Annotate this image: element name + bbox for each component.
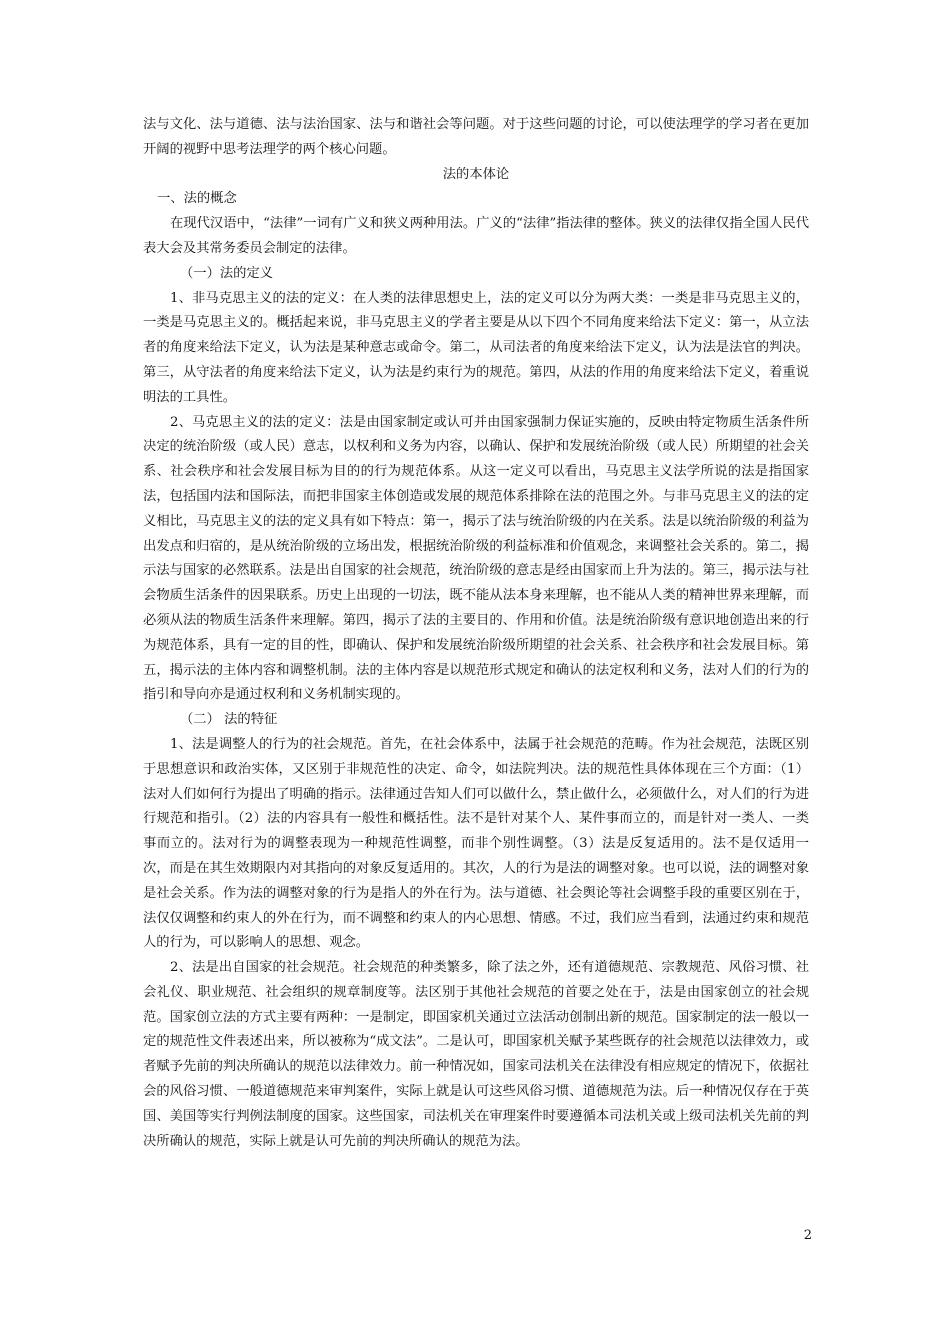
heading-features-of-law: （二） 法的特征: [180, 712, 278, 728]
paragraph-feature-social-norm: 1、法是调整人的行为的社会规范。首先，在社会体系中，法属于社会规范的范畴。作为社会规范，法既区别于思想意识和政治实体，又区别于非规范性的决定、命令，如法院判决。法的规范性具体体现在三个方面：（1）法对人们如何行为提出了明确的指示。法律通过告知人们可以做什么，禁止做什么，必须做什么，对人们的行为进行规范和指引。（2）法的内容具有一般性和概括性。法不是针对某个人、某件事而立的，而是针对一类人、一类事而立的。法对行为的调整表现为一种规范性调整，而非个别性调整。（3）法是反复适用的。法不是仅适用一次，而是在其生效期限内对其指向的对象反复适用的。其次，人的行为是法的调整对象。也可以说，法的调整对象是社会关系。作为法的调整对象的行为是指人的外在行为。法与道德、社会舆论等社会调整手段的重要区别在于，法仅仅调整和约束人的外在行为，而不调整和约束人的内心思想、情感。不过，我们应当看到，法通过约束和规范人的行为，可以影响人的思想、观念。: [143, 736, 809, 951]
paragraph-feature-state-norm: 2、法是出自国家的社会规范。社会规范的种类繁多，除了法之外，还有道德规范、宗教规范、风俗习惯、社会礼仪、职业规范、社会组织的规章制度等。法区别于其他社会规范的首要之处在于，法是由国家创立的社会规范。国家创立法的方式主要有两种：一是制定，即国家机关通过立法活动创制出新的规范。国家制定的法一般以一定的规范性文件表述出来，所以被称为“成文法”。二是认可，即国家机关赋予某些既存的社会规范以法律效力，或者赋予先前的判决所确认的规范以法律效力。前一种情况如，国家司法机关在法律没有相应规定的情况下，依据社会的风俗习惯、一般道德规范来审判案件，实际上就是认可这些风俗习惯、道德规范为法。后一种情况仅存在于英国、美国等实行判例法制度的国家。这些国家，司法机关在审理案件时要遵循本司法机关或上级司法机关先前的判决所确认的规范，实际上就是认可先前的判决所确认的规范为法。: [143, 960, 809, 1149]
document-body: [143, 113, 809, 1154]
paragraph-marxist-definition: 2、马克思主义的法的定义：法是由国家制定或认可并由国家强制力保证实施的，反映由特定物质生活条件所决定的统治阶级（或人民）意志，以权利和义务为内容，以确认、保护和发展统治阶级（或人民）所期望的社会关系、社会秩序和社会发展目标为目的的行为规范体系。从这一定义可以看出，马克思主义法学所说的法是指国家法，包括国内法和国际法，而把非国家主体创造或发展的规范体系排除在法的范围之外。与非马克思主义的法的定义相比，马克思主义的法的定义具有如下特点：第一，揭示了法与统治阶级的内在关系。法是以统治阶级的利益为出发点和归宿的，是从统治阶级的立场出发，根据统治阶级的利益标准和价值观念，来调整社会关系的。第二，揭示法与国家的必然联系。法是出自国家的社会规范，统治阶级的意志是经由国家而上升为法的。第三，揭示法与社会物质生活条件的因果联系。历史上出现的一切法，既不能从法本身来理解，也不能从人类的精神世界来理解，而必须从法的物质生活条件来理解。第四，揭示了法的主要目的、作用和价值。法是统治阶级有意识地创造出来的行为规范体系，具有一定的目的性，即确认、保护和发展统治阶级所期望的社会关系、社会秩序和社会发展目标。第五，揭示法的主体内容和调整机制。法的主体内容是以规范形式规定和确认的法定权利和义务，法对人们的行为的指引和导向亦是通过权利和义务机制实现的。: [143, 414, 809, 703]
paragraph-non-marxist-definition: 1、非马克思主义的法的定义：在人类的法律思想史上，法的定义可以分为两大类：一类是非马克思主义的，一类是马克思主义的。概括起来说，非马克思主义的学者主要是从以下四个不同角度来给法下定义：第一，从立法者的角度来给法下定义，认为法是某种意志或命令。第二，从司法者的角度来给法下定义，认为法是法官的判决。第三，从守法者的角度来给法下定义，认为法是约束行为的规范。第四，从法的作用的角度来给法下定义，着重说明法的工具性。: [143, 290, 809, 405]
section-title: 法的本体论: [442, 166, 510, 182]
page-number: 2: [803, 1228, 812, 1243]
heading-concept-of-law: 一、法的概念: [157, 191, 237, 207]
paragraph-law-usage: 在现代汉语中，“法律”一词有广义和狭义两种用法。广义的“法律”指法律的整体。狭义的法律仅指全国人民代表大会及其常务委员会制定的法律。: [143, 216, 809, 256]
heading-definition-of-law: （一）法的定义: [180, 265, 274, 281]
paragraph-intro-continued: 法与文化、法与道德、法与法治国家、法与和谐社会等问题。对于这些问题的讨论，可以使法理学的学习者在更加开阔的视野中思考法理学的两个核心问题。: [143, 117, 809, 157]
